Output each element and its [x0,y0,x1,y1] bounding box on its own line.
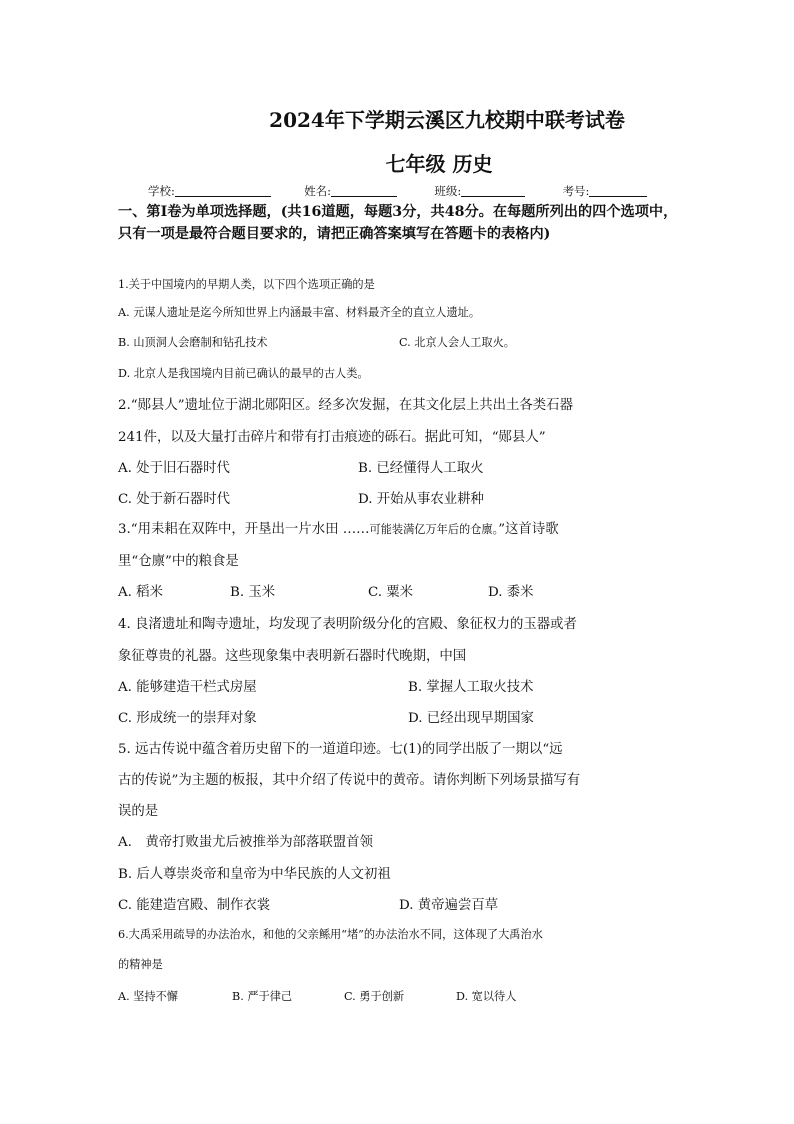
q4-option-d: D. 已经出现早期国家 [408,711,534,726]
q5-stem-line1: 5. 远古传说中蕴含着历史留下的一道道印迹。七(1)的同学出版了一期以“远 [118,742,563,757]
q3-option-b: B. 玉米 [230,585,276,600]
school-blank[interactable] [175,184,271,197]
school-label: 学校: [148,184,175,198]
q3-option-c: C. 粟米 [368,585,414,600]
q3-stem-line2: 里“仓廪”中的粮食是 [118,554,239,569]
q6-option-c: C. 勇于创新 [344,990,405,1003]
number-blank[interactable] [589,184,647,197]
section-heading: 一、第Ⅰ卷为单项选择题，(共16道题，每题3分，共48分。在每题所列出的四个选项中，只有一项是最符合题目要求的，请把正确答案填写在答题卡的表格内) [118,204,678,242]
q5-option-a: A. 黄帝打败蚩尤后被推举为部落联盟首领 [118,835,373,850]
q6-option-b: B. 严于律己 [232,990,293,1003]
q2-option-b: B. 已经懂得人工取火 [358,461,484,476]
exam-subtitle: 七年级 历史 [385,152,493,176]
q5-option-b: B. 后人尊崇炎帝和皇帝为中华民族的人文初祖 [118,867,391,882]
name-label: 姓名: [304,184,332,198]
class-blank[interactable] [461,184,525,197]
q5-stem-line2: 古的传说”为主题的板报，其中介绍了传说中的黄帝。请你判断下列场景描写有 [118,773,581,788]
q6-option-a: A. 坚持不懈 [118,990,178,1003]
q6-option-d: D. 宽以待人 [456,990,517,1003]
exam-title: 2024年下学期云溪区九校期中联考试卷 [269,108,625,132]
q1-option-b: B. 山顶洞人会磨制和钻孔技术 [118,336,268,349]
class-label: 班级: [434,184,462,198]
name-blank[interactable] [331,184,397,197]
q5-option-c: C. 能建造宫殿、制作衣裳 [118,898,271,913]
q1-option-a: A. 元谋人遗址是迄今所知世界上内涵最丰富、材料最齐全的直立人遗址。 [118,306,481,319]
q3-stem-part2: 可能装满亿万年后的仓廪。 [369,523,499,536]
q3-stem-part3: ”这首诗歌 [498,522,559,537]
q3-stem-part1: 3.“用耒耜在双阵中，开垦出一片水田 …… [118,522,370,537]
q4-option-a: A. 能够建造干栏式房屋 [118,680,257,695]
q3-option-a: A. 稻米 [118,585,163,600]
q5-option-d: D. 黄帝遍尝百草 [399,898,499,913]
q4-stem-line2: 象征尊贵的礼器。这些现象集中表明新石器时代晚期，中国 [118,649,467,664]
q6-stem-line2: 的精神是 [118,958,163,971]
q3-option-d: D. 黍米 [488,585,534,600]
q2-option-d: D. 开始从事农业耕种 [358,492,484,507]
q1-option-d: D. 北京人是我国境内目前已确认的最早的古人类。 [118,367,369,380]
number-label: 考号: [562,184,590,198]
q4-stem-line1: 4. 良渚遗址和陶寺遗址，均发现了表明阶级分化的宫殿、象征权力的玉器或者 [118,617,577,632]
student-info-row [148,183,647,199]
q2-option-c: C. 处于新石器时代 [118,492,231,507]
q2-option-a: A. 处于旧石器时代 [118,461,230,476]
q4-option-b: B. 掌握人工取火技术 [408,680,534,695]
q6-stem-line1: 6.大禹采用疏导的办法治水，和他的父亲鲧用“堵”的办法治水不同，这体现了大禹治水 [118,928,543,941]
q4-option-c: C. 形成统一的崇拜对象 [118,711,257,726]
q5-stem-line3: 误的是 [118,804,159,819]
q2-stem-line1: 2.“郧县人”遗址位于湖北郧阳区。经多次发掘，在其文化层上共出土各类石器 [118,398,573,413]
q1-option-c: C. 北京人会人工取火。 [399,336,515,349]
q3-stem-line1 [118,518,559,537]
q1-stem: 1.关于中国境内的早期人类，以下四个选项正确的是 [118,278,375,291]
q2-stem-line2: 241件，以及大量打击碎片和带有打击痕迹的砾石。据此可知，“郧县人” [118,430,546,445]
